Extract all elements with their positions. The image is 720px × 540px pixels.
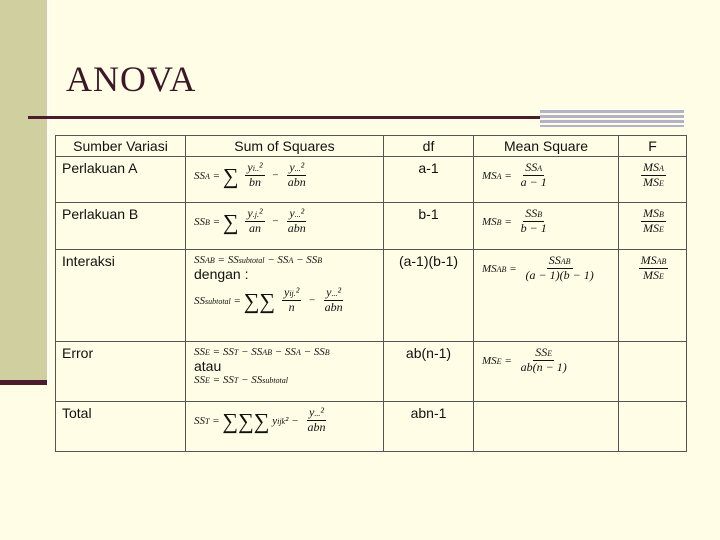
df-cell: (a-1)(b-1) [384,250,474,342]
table-row [56,342,687,402]
df-cell: a-1 [384,157,474,203]
f-empty-cell [619,342,687,402]
decorative-stripes [540,110,684,127]
slide-title: ANOVA [66,59,197,99]
header-mean-square: Mean Square [474,136,619,157]
ms-formula: MSB = $\frac{\text{SSB}}{b - 1}$ [474,203,619,250]
f-formula: $\frac{\text{MSAB}}{\text{MSE}}$ [619,250,687,342]
sidebar-accent-line [0,380,47,385]
source-cell: Total [56,402,186,452]
f-formula: $\frac{\text{MSA}}{\text{MSE}}$ [619,157,687,203]
df-cell: ab(n-1) [384,342,474,402]
ss-formula: SSE = SST − SSAB − SSA − SSB atau SSE = SST − SSsubtotal [186,342,384,402]
header-sum-of-squares: Sum of Squares [186,136,384,157]
table-row [56,402,687,452]
table-row [56,250,687,342]
table-row [56,157,687,203]
anova-table [55,135,687,452]
f-empty-cell [619,402,687,452]
source-cell: Interaksi [56,250,186,342]
ms-formula: MSAB = $\frac{\text{SSAB}}{(a - 1)(b - 1)}$ [474,250,619,342]
ss-formula: SSB = ∑ $\frac{\text{y.j.²}}{an}$ − $\frac{\text{y...²}}{\text{abn}}$ [186,203,384,250]
ss-formula: SST = ∑∑∑ yijk² − $\frac{\text{y...²}}{\text{abn}}$ [186,402,384,452]
df-cell: b-1 [384,203,474,250]
table-row [56,203,687,250]
df-cell: abn-1 [384,402,474,452]
ss-formula: SSA = ∑ $\frac{\text{yi..²}}{bn}$ − $\frac{\text{y...²}}{\text{abn}}$ [186,157,384,203]
source-cell: Perlakuan B [56,203,186,250]
f-formula: $\frac{\text{MSB}}{\text{MSE}}$ [619,203,687,250]
source-cell: Perlakuan A [56,157,186,203]
ss-formula: SSAB = SSsubtotal − SSA − SSB dengan : SSsubtotal = ∑∑ $\frac{\text{yij.²}}{n}$ − $\frac{\text{y...²}}{\text{abn}}$ [186,250,384,342]
header-source: Sumber Variasi [56,136,186,157]
header-f: F [619,136,687,157]
ms-empty-cell [474,402,619,452]
source-cell: Error [56,342,186,402]
ms-formula: MSE = $\frac{\text{SSE}}{ab(n - 1)}$ [474,342,619,402]
vertical-divider [47,0,49,385]
formula-note: dengan : [194,266,249,282]
header-df: df [384,136,474,157]
ms-formula: MSA = $\frac{\text{SSA}}{a - 1}$ [474,157,619,203]
left-sidebar-band [0,0,47,383]
header-row [56,136,687,157]
formula-note: atau [194,358,222,374]
